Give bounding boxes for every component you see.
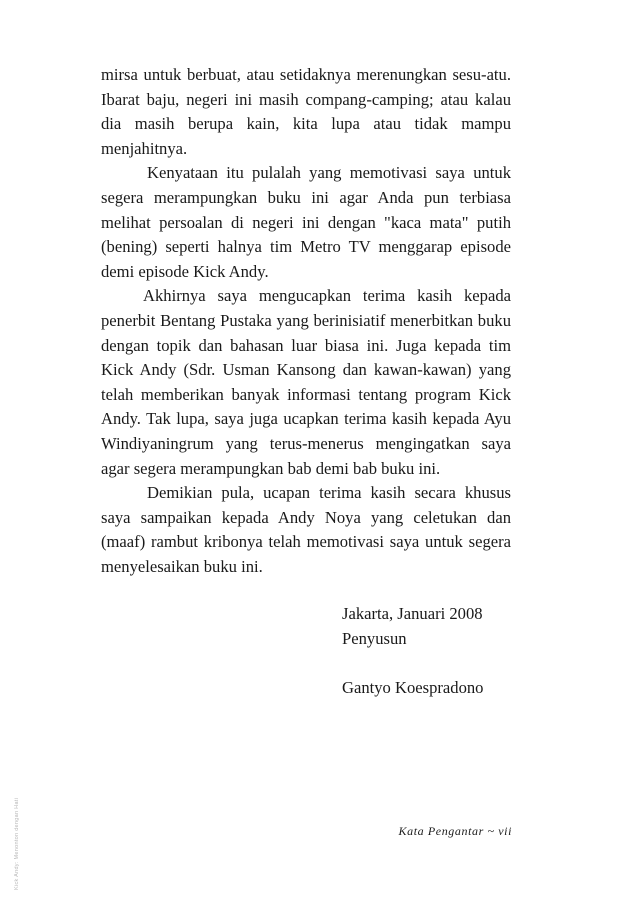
paragraph-motivation: Kenyataan itu pulalah yang memotivasi saya untuk segera merampungkan buku ini agar Anda pun terbiasa melihat persoalan di negeri ini dengan "kaca mata" putih (bening) seperti halnya tim Metro TV menggarap episode demi episode Kick Andy. (101, 163, 511, 281)
place-date: Jakarta, Januari 2008 (342, 604, 483, 623)
signature-spacer (342, 651, 483, 676)
paragraph-continued: mirsa untuk berbuat, atau setidaknya merenungkan sesu-atu. Ibarat baju, negeri ini masih compang-camping; atau kalau dia masih berupa kain, kita lupa atau tidak mampu menjahitnya. (101, 65, 511, 158)
signature-role: Penyusun (342, 628, 407, 648)
author-name: Gantyo Koespradono (342, 677, 484, 697)
paragraph-special-thanks: Demikian pula, ucapan terima kasih secara khusus saya sampaikan kepada Andy Noya yang celetukan dan (maaf) rambut kribonya telah memotivasi saya untuk segera menyelesaikan buku ini. (101, 483, 511, 576)
side-watermark: Kick Andy: Menonton dengan Hati (14, 797, 20, 890)
running-footer: Kata Pengantar ~ vii (398, 824, 512, 838)
signature-block (342, 602, 483, 700)
paragraph-acknowledgement: Akhirnya saya mengucapkan terima kasih kepada penerbit Bentang Pustaka yang berinisiatif menerbitkan buku dengan topik dan bahasan luar biasa ini. Juga kepada tim Kick Andy (Sdr. Usman Kansong dan kawan-kawan) yang telah memberikan banyak informasi tentang program Kick Andy. Tak lupa, saya juga ucapkan terima kasih kepada Ayu Windiyaningrum yang terus-menerus mengingatkan saya agar segera merampungkan bab demi bab buku ini. (101, 286, 511, 478)
body-text (101, 63, 511, 579)
